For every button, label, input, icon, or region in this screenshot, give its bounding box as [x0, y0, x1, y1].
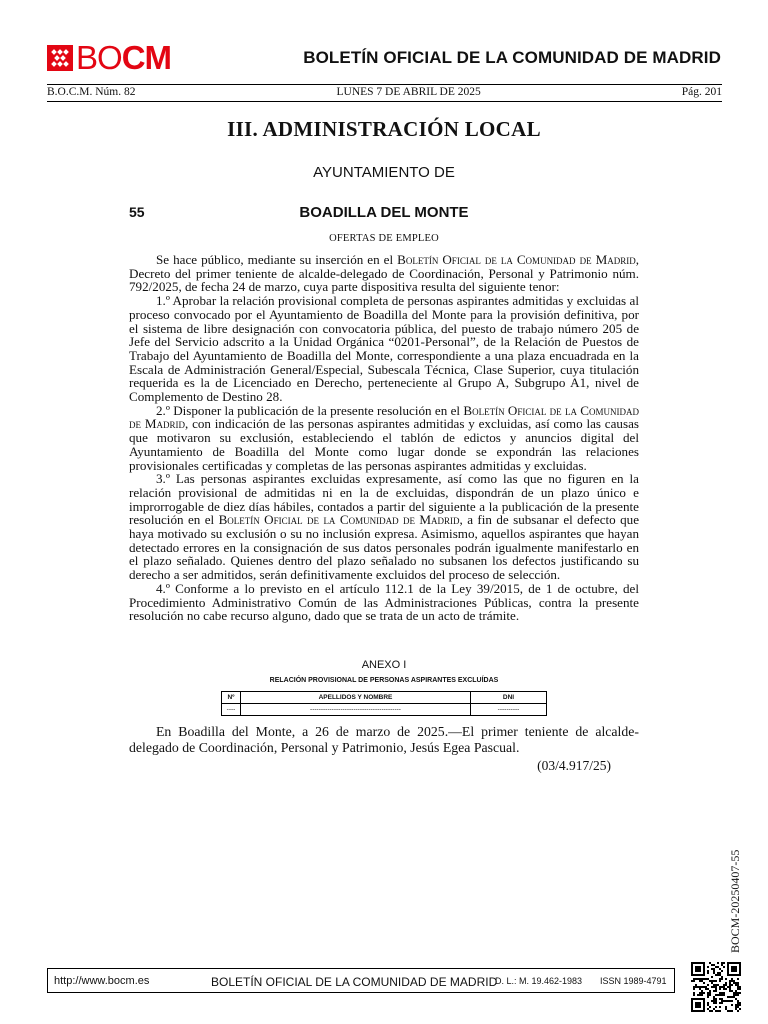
- excluded-table: [221, 691, 547, 716]
- announcement-number: 55: [129, 204, 145, 220]
- table-row: [222, 704, 547, 716]
- madrid-stars-logo-icon: [47, 45, 73, 71]
- annex-title: ANEXO I: [361, 659, 407, 671]
- table-cell: ------------------------------------------: [241, 704, 471, 716]
- reference-code: (03/4.917/25): [537, 758, 611, 773]
- document-body: [129, 253, 639, 623]
- ayuntamiento-label: AYUNTAMIENTO DE: [313, 164, 455, 181]
- footer-legal-deposit: D. L.: M. 19.462-1983: [495, 976, 583, 986]
- table-cell: ----------: [471, 704, 547, 716]
- closing-signature: En Boadilla del Monte, a 26 de marzo de 2025.—El primer teniente de alcalde-delegado de Coordinación, Personal y Patrimonio, Jesús Egea Pascual.: [129, 724, 639, 755]
- bulletin-title: BOLETÍN OFICIAL DE LA COMUNIDAD DE MADRID: [303, 48, 721, 67]
- table-header-row: [222, 692, 547, 704]
- intro-paragraph: Se hace público, mediante su inserción en el Boletín Oficial de la Comunidad de Madrid, Decreto del primer teniente de alcalde-delegado de Coordinación, Personal y Patrimonio núm. 792/2025, de fecha 24 de marzo, cuya parte dispositiva resulta del siguiente tenor:: [129, 252, 639, 295]
- paragraph-3: 3.º Las personas aspirantes excluidas expresamente, así como las que no figuren en la relación provisional de admitidas ni en la de excluidas, dispondrán de un plazo único e improrrogable de diez días hábiles, contados a partir del siguiente a la publicación de la presente resolución en el Boletín Oficial de la Comunidad de Madrid, a fin de subsanar el defecto que haya motivado su exclusión o su no inclusión expresa. Asimismo, aquellos aspirantes que hayan detectado errores en la consignación de sus datos personales podrán igualmente manifestarlo en el plazo señalado. Quienes dentro del plazo señalado no subsanen los defectos justificando su derecho a ser admitidos, serán definitivamente excluidos del proceso de selección.: [129, 471, 640, 583]
- header-rule: [47, 84, 722, 85]
- column-header-dni: DNI: [471, 692, 547, 704]
- column-header-num: Nº: [222, 692, 241, 704]
- publication-date: LUNES 7 DE ABRIL DE 2025: [336, 86, 481, 98]
- column-header-name: APELLIDOS Y NOMBRE: [241, 692, 471, 704]
- page-number: Pág. 201: [681, 86, 722, 98]
- bulletin-number: B.O.C.M. Núm. 82: [47, 86, 136, 98]
- subheader: [47, 86, 722, 98]
- qr-code-icon: [691, 962, 741, 1012]
- paragraph-4: 4.º Conforme a lo previsto en el artículo 112.1 de la Ley 39/2015, de 1 de octubre, del Procedimiento Administrativo Común de las Administraciones Públicas, contra la presente resolución no cabe recurso alguno, dado que se trata de un acto de trámite.: [129, 580, 639, 624]
- logo-wordmark: BOCM: [76, 39, 172, 76]
- municipality-name: BOADILLA DEL MONTE: [299, 204, 469, 221]
- footer: [47, 968, 675, 993]
- document-code: BOCM-20250407-55: [728, 849, 742, 953]
- footer-url-link[interactable]: http://www.bocm.es: [54, 975, 150, 987]
- table-cell: ----: [222, 704, 241, 716]
- paragraph-1: 1.º Aprobar la relación provisional completa de personas aspirantes admitidas y excluidas al proceso convocado por el Ayuntamiento de Boadilla del Monte para la provisión definitiva, por el sistema de libre designación con convocatoria pública, del puesto de trabajo número 205 de Jefe del Servicio adscrito a la Unidad Orgánica “0201-Personal”, de la Relación de Puestos de Trabajo del Ayuntamiento de Boadilla del Monte, correspondiente a una plaza encuadrada en la Escala de Administración General/Especial, Subescala Técnica, Clase Superior, cuya titulación requerida es la de Licenciado en Derecho, perteneciente al Grupo A, Subgrupo A1, nivel de Complemento de Destino 28.: [129, 293, 639, 405]
- footer-issn: ISSN 1989-4791: [600, 976, 667, 986]
- paragraph-2: 2.º Disponer la publicación de la presente resolución en el Boletín Oficial de la Comunidad de Madrid, con indicación de las personas aspirantes admitidas y excluidas, así como las causas que motivaron su exclusión, estableciendo el tablón de edictos y anuncios digital del Ayuntamiento de Boadilla del Monte como lugar donde se expondrán las relaciones provisionales certificadas y completas de las personas aspirantes admitidas y excluidas.: [129, 402, 639, 473]
- annex-subtitle: RELACIÓN PROVISIONAL DE PERSONAS ASPIRANTES EXCLUÍDAS: [269, 677, 499, 684]
- footer-title: BOLETÍN OFICIAL DE LA COMUNIDAD DE MADRID: [211, 975, 498, 989]
- bocm-logo: [47, 39, 172, 76]
- section-title: III. ADMINISTRACIÓN LOCAL: [227, 117, 541, 141]
- announcement-subject: OFERTAS DE EMPLEO: [329, 233, 439, 244]
- subheader-rule: [47, 101, 722, 102]
